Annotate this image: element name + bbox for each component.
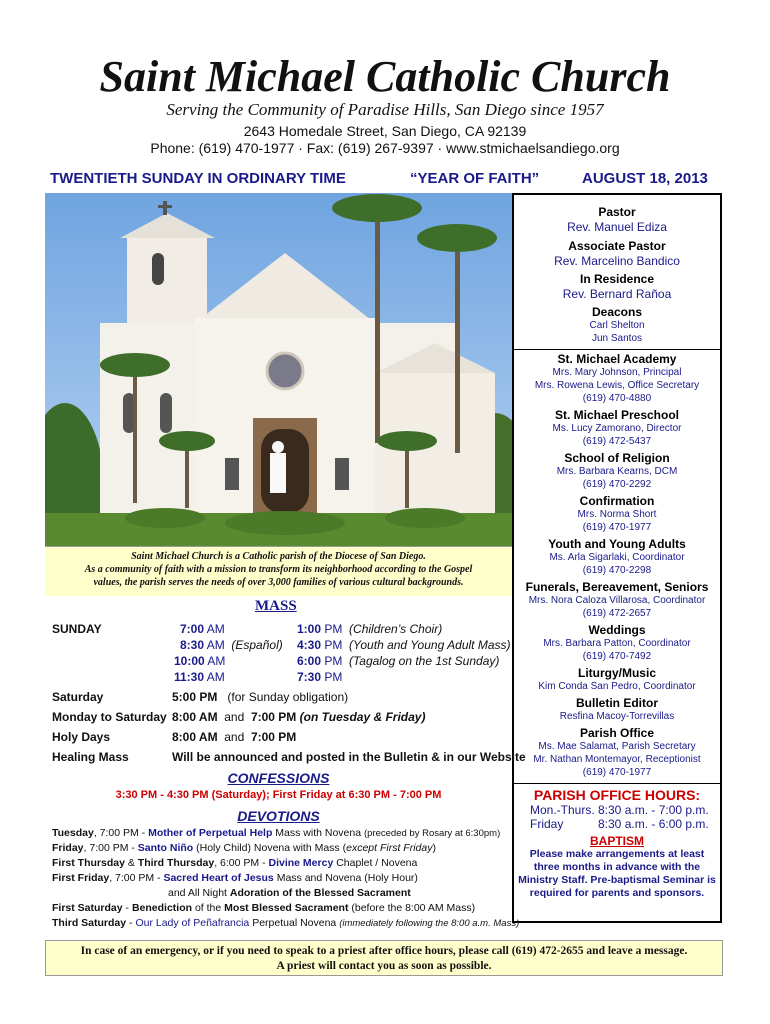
sunday-mass-time: 11:30 bbox=[174, 670, 205, 684]
sunday-label: SUNDAY bbox=[52, 622, 102, 636]
devotion-line-2: Friday, 7:00 PM - Santo Niño (Holy Child) Novena with Mass (except First Friday) bbox=[52, 842, 436, 854]
preschool-heading: St. Michael Preschool bbox=[554, 408, 680, 422]
holy-days-time-1: 8:00 AM bbox=[172, 730, 218, 744]
sunday-mass-note: (Youth and Young Adult Mass) bbox=[349, 638, 511, 652]
weddings-phone: (619) 470-7492 bbox=[582, 651, 652, 662]
church-address: 2643 Homedale Street, San Diego, CA 92139 bbox=[243, 123, 527, 139]
sunday-mass-ampm: PM bbox=[324, 654, 343, 668]
weddings-line-1: Mrs. Barbara Patton, Coordinator bbox=[543, 638, 691, 649]
healing-mass-note: Will be announced and posted in the Bulletin & in our Website bbox=[172, 750, 526, 764]
sunday-mass-time: 10:00 bbox=[174, 654, 205, 668]
sunday-mass-note: (Español) bbox=[231, 638, 283, 652]
sunday-mass-time: 6:00 bbox=[297, 654, 322, 668]
devotion-line-7: Third Saturday - Our Lady of Peñafrancia Perpetual Novena (immediately following the 8:00 a.m. Mass) bbox=[52, 917, 520, 929]
holy-days-and: and bbox=[224, 730, 245, 744]
devotion-line-6: First Saturday - Benediction of the Most Blessed Sacrament (before the 8:00 AM Mass) bbox=[52, 902, 476, 914]
liturgy-heading: Liturgy/Music bbox=[577, 666, 656, 680]
sunday-mass-time: 7:30 bbox=[297, 670, 322, 684]
sunday-mass-ampm: AM bbox=[206, 638, 225, 652]
saturday-time: 5:00 PM bbox=[172, 690, 218, 704]
sunday-mass-ampm: AM bbox=[206, 670, 225, 684]
sunday-mass-ampm: PM bbox=[324, 638, 343, 652]
sunday-mass-ampm: PM bbox=[324, 670, 343, 684]
residence-heading: In Residence bbox=[579, 272, 655, 286]
religion-line-1: Mrs. Barbara Kearns, DCM bbox=[556, 466, 678, 477]
pastor-heading: Pastor bbox=[598, 205, 636, 219]
residence-name: Rev. Bernard Rañoa bbox=[562, 287, 672, 301]
sunday-mass-note: (Children’s Choir) bbox=[349, 622, 443, 636]
office-hours-time-1: 8:30 a.m. - 7:00 p.m. bbox=[598, 803, 709, 817]
funeral-heading: Funerals, Bereavement, Seniors bbox=[525, 580, 709, 594]
caption-line-1: Saint Michael Church is a Catholic parish of the Diocese of San Diego. bbox=[131, 551, 426, 562]
bulletin-editor-name: Resfina Macoy-Torrevillas bbox=[559, 711, 675, 722]
academy-line-1: Mrs. Mary Johnson, Principal bbox=[552, 367, 682, 378]
religion-heading: School of Religion bbox=[564, 451, 670, 465]
assoc-pastor-heading: Associate Pastor bbox=[568, 239, 666, 253]
baptism-line-4: required for parents and sponsors. bbox=[529, 887, 705, 899]
bulletin-editor-heading: Bulletin Editor bbox=[576, 696, 658, 710]
liturgical-sunday: TWENTIETH SUNDAY IN ORDINARY TIME bbox=[50, 170, 346, 187]
academy-line-2: Mrs. Rowena Lewis, Office Secretary bbox=[534, 380, 700, 391]
mass-heading: MASS bbox=[255, 598, 297, 614]
liturgy-line-1: Kim Conda San Pedro, Coordinator bbox=[538, 681, 696, 692]
religion-phone: (619) 470-2292 bbox=[582, 479, 652, 490]
baptism-line-3: Ministry Staff. Pre-baptismal Seminar is bbox=[518, 874, 716, 886]
sunday-mass-time: 8:30 bbox=[180, 638, 205, 652]
devotion-line-1: Tuesday, 7:00 PM - Mother of Perpetual Help Mass with Novena (preceded by Rosary at 6:30pm) bbox=[52, 827, 501, 839]
caption-line-3: values, the parish serves the needs of over 3,000 families of various cultural backgrounds. bbox=[93, 577, 464, 588]
office-hours-days-2: Friday bbox=[530, 817, 564, 831]
year-theme: “YEAR OF FAITH” bbox=[410, 170, 540, 187]
photo-caption bbox=[45, 546, 512, 596]
confirmation-phone: (619) 470-1977 bbox=[582, 522, 652, 533]
sunday-mass-ampm: AM bbox=[206, 622, 225, 636]
devotion-line-5: and All Night Adoration of the Blessed Sacrament bbox=[168, 887, 411, 899]
office-hours-days-1: Mon.-Thurs. bbox=[530, 803, 595, 817]
bulletin-date: AUGUST 18, 2013 bbox=[582, 170, 708, 187]
confessions-heading: CONFESSIONS bbox=[227, 770, 330, 786]
devotions-heading: DEVOTIONS bbox=[237, 808, 320, 824]
assoc-pastor-name: Rev. Marcelino Bandico bbox=[554, 254, 680, 268]
church-name: Saint Michael Catholic Church bbox=[99, 52, 671, 101]
saturday-note: (for Sunday obligation) bbox=[227, 690, 349, 704]
devotion-line-4: First Friday, 7:00 PM - Sacred Heart of Jesus Mass and Novena (Holy Hour) bbox=[52, 872, 418, 884]
caption-line-2: As a community of faith with a mission to transform its neighborhood according to the Gospel bbox=[84, 564, 473, 575]
church-contact: Phone: (619) 470-1977 · Fax: (619) 267-9397 · www.stmichaelsandiego.org bbox=[150, 140, 620, 156]
sunday-mass-time: 7:00 bbox=[180, 622, 205, 636]
emergency-notice bbox=[45, 940, 723, 976]
parish-office-line-2: Mr. Nathan Montemayor, Receptionist bbox=[533, 754, 701, 765]
pastor-name: Rev. Manuel Ediza bbox=[567, 220, 667, 234]
parish-office-line-1: Ms. Mae Salamat, Parish Secretary bbox=[538, 741, 696, 752]
preschool-phone: (619) 472-5437 bbox=[582, 436, 652, 447]
sunday-mass-time: 1:00 bbox=[297, 622, 322, 636]
funeral-phone: (619) 472-2657 bbox=[582, 608, 652, 619]
emergency-line-1: In case of an emergency, or if you need to speak to a priest after office hours, please call (619) 472-2655 and leave a message. bbox=[80, 945, 688, 957]
weekday-note: (on Tuesday & Friday) bbox=[299, 710, 426, 724]
parish-office-heading: Parish Office bbox=[579, 726, 655, 740]
academy-phone: (619) 470-4880 bbox=[582, 393, 652, 404]
sunday-mass-ampm: AM bbox=[207, 654, 226, 668]
church-photo bbox=[45, 193, 512, 546]
youth-line-1: Ms. Arla Sigarlaki, Coordinator bbox=[549, 552, 685, 563]
sunday-mass-note: (Tagalog on the 1st Sunday) bbox=[349, 654, 500, 668]
office-hours-time-2: 8:30 a.m. - 6:00 p.m. bbox=[598, 817, 709, 831]
deacon-1: Carl Shelton bbox=[589, 320, 645, 331]
confirmation-heading: Confirmation bbox=[579, 494, 655, 508]
baptism-line-1: Please make arrangements at least bbox=[529, 848, 705, 860]
sunday-mass-time: 4:30 bbox=[297, 638, 322, 652]
saturday-label: Saturday bbox=[52, 690, 104, 704]
church-subtitle: Serving the Community of Paradise Hills, San Diego since 1957 bbox=[166, 100, 604, 119]
youth-phone: (619) 470-2298 bbox=[582, 565, 652, 576]
holy-days-label: Holy Days bbox=[52, 730, 111, 744]
emergency-line-2: A priest will contact you as soon as possible. bbox=[276, 960, 492, 972]
baptism-line-2: three months in advance with the bbox=[533, 861, 701, 873]
academy-heading: St. Michael Academy bbox=[557, 352, 677, 366]
deacons-heading: Deacons bbox=[591, 305, 643, 319]
sunday-mass-ampm: PM bbox=[324, 622, 343, 636]
deacon-2: Jun Santos bbox=[591, 333, 643, 344]
funeral-line-1: Mrs. Nora Caloza Villarosa, Coordinator bbox=[528, 595, 706, 606]
preschool-line-1: Ms. Lucy Zamorano, Director bbox=[552, 423, 682, 434]
confirmation-line-1: Mrs. Norma Short bbox=[577, 509, 657, 520]
baptism-heading: BAPTISM bbox=[590, 834, 644, 848]
weekday-time-1: 8:00 AM bbox=[172, 710, 218, 724]
office-hours-heading: PARISH OFFICE HOURS: bbox=[533, 787, 701, 803]
weddings-heading: Weddings bbox=[588, 623, 646, 637]
devotion-line-3: First Thursday & Third Thursday, 6:00 PM - Divine Mercy Chaplet / Novena bbox=[52, 857, 418, 869]
weekday-time-2: 7:00 PM bbox=[250, 710, 297, 724]
youth-heading: Youth and Young Adults bbox=[548, 537, 686, 551]
healing-mass-label: Healing Mass bbox=[52, 750, 129, 764]
staff-directory bbox=[512, 193, 722, 923]
holy-days-time-2: 7:00 PM bbox=[250, 730, 297, 744]
parish-office-phone: (619) 470-1977 bbox=[582, 767, 652, 778]
weekday-and: and bbox=[224, 710, 245, 724]
weekday-label: Monday to Saturday bbox=[52, 710, 167, 724]
confessions-times: 3:30 PM - 4:30 PM (Saturday); First Friday at 6:30 PM - 7:00 PM bbox=[115, 789, 442, 801]
